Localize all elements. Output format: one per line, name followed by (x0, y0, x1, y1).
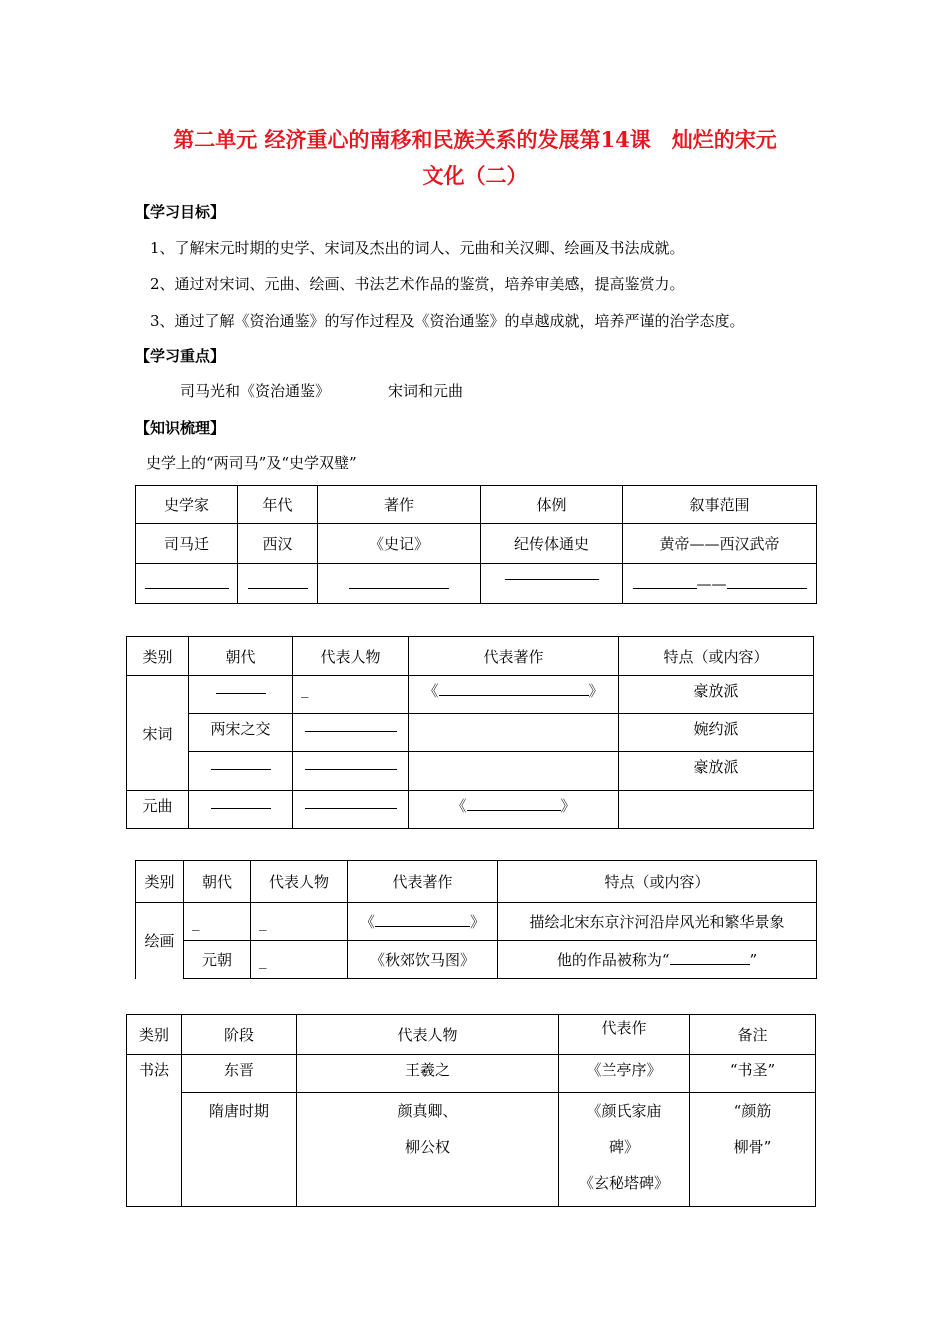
feature-1: 描绘北宋东京汴河沿岸风光和繁华景象 (498, 903, 817, 941)
underscore-mark: _ (301, 680, 309, 698)
page-title-line2: 文化（二） (422, 163, 528, 188)
blank-work-4[interactable] (409, 791, 619, 829)
dynasty-2: 两宋之交 (189, 714, 293, 752)
underscore-mark: _ (259, 912, 267, 931)
header-category: 类别 (136, 861, 184, 903)
painting-table (135, 860, 817, 979)
person-2 (297, 1093, 559, 1207)
header-person: 代表人物 (293, 637, 409, 676)
blank-dynasty-1[interactable] (189, 676, 293, 714)
blank-work-1[interactable] (409, 676, 619, 714)
work-2 (559, 1093, 690, 1207)
blank-scope[interactable] (623, 564, 817, 604)
cell-historian: 司马迁 (136, 524, 238, 564)
blank-work-2[interactable] (409, 714, 619, 752)
style-1: 豪放派 (619, 676, 814, 714)
header-feature: 特点（或内容） (498, 861, 817, 903)
header-works: 代表作 (559, 1015, 690, 1055)
work-2-line2: 碑》 (608, 1138, 639, 1156)
bracket-open: 《 (451, 797, 467, 815)
work-1: 《兰亭序》 (559, 1055, 690, 1093)
header-historian: 史学家 (136, 486, 238, 524)
category-yuanqu: 元曲 (127, 791, 189, 829)
blank-era[interactable] (238, 564, 318, 604)
objectives-heading: 【学习目标】 (135, 203, 226, 221)
dynasty-2: 元朝 (184, 941, 251, 979)
header-scope: 叙事范围 (623, 486, 817, 524)
note-2-line1: “颜筋 (733, 1102, 772, 1120)
objective-item-2: 2、通过对宋词、元曲、绘画、书法艺术作品的鉴赏，培养审美感，提高鉴赏力。 (150, 275, 685, 293)
underscore-mark: _ (192, 912, 200, 931)
work-2: 《秋郊饮马图》 (348, 941, 498, 979)
underscore-mark: _ (259, 950, 267, 969)
header-person: 代表人物 (297, 1015, 559, 1055)
category-painting: 绘画 (136, 903, 184, 979)
category-songci: 宋词 (127, 676, 189, 791)
person-1: 王羲之 (297, 1055, 559, 1093)
blank-work-3[interactable] (409, 752, 619, 791)
stage-2: 隋唐时期 (182, 1093, 297, 1207)
feature-2[interactable] (498, 941, 817, 979)
blank-person-2[interactable] (293, 714, 409, 752)
note-2 (690, 1093, 816, 1207)
header-era: 年代 (238, 486, 318, 524)
note-2-line2: 柳骨” (733, 1138, 772, 1156)
style-3: 豪放派 (619, 752, 814, 791)
blank-person[interactable] (251, 903, 348, 941)
bracket-close: 》 (560, 797, 576, 815)
cell-work: 《史记》 (318, 524, 481, 564)
person-2-line2: 柳公权 (404, 1138, 450, 1156)
header-dynasty: 朝代 (189, 637, 293, 676)
blank-person-1[interactable] (293, 676, 409, 714)
focus-item-2: 宋词和元曲 (388, 382, 464, 400)
bracket-close: 》 (588, 682, 604, 700)
cell-style: 纪传体通史 (481, 524, 623, 564)
blank-dynasty-3[interactable] (189, 752, 293, 791)
header-feature: 特点（或内容） (619, 637, 814, 676)
header-dynasty: 朝代 (184, 861, 251, 903)
header-works: 代表著作 (348, 861, 498, 903)
header-note: 备注 (690, 1015, 816, 1055)
blank-person-4[interactable] (293, 791, 409, 829)
style-2: 婉约派 (619, 714, 814, 752)
knowledge-heading: 【知识梳理】 (135, 419, 226, 437)
cell-era: 西汉 (238, 524, 318, 564)
header-work: 著作 (318, 486, 481, 524)
header-stage: 阶段 (182, 1015, 297, 1055)
header-style: 体例 (481, 486, 623, 524)
blank-person-2[interactable] (251, 941, 348, 979)
person-2-line1: 颜真卿、 (397, 1102, 458, 1120)
header-category: 类别 (127, 1015, 182, 1055)
focus-item-1: 司马光和《资治通鉴》 (180, 382, 331, 400)
work-2-line3: 《玄秘塔碑》 (578, 1174, 669, 1192)
stage-1: 东晋 (182, 1055, 297, 1093)
blank-dynasty-4[interactable] (189, 791, 293, 829)
feature-2-text: 他的作品被称为“ (556, 951, 670, 969)
objective-item-3: 3、通过了解《资治通鉴》的写作过程及《资治通鉴》的卓越成就，培养严谨的治学态度。 (150, 312, 745, 330)
blank-historian[interactable] (136, 564, 238, 604)
knowledge-intro: 史学上的“两司马”及“史学双璧” (146, 454, 357, 472)
header-works: 代表著作 (409, 637, 619, 676)
bracket-open: 《 (423, 682, 439, 700)
objective-item-1: 1、了解宋元时期的史学、宋词及杰出的词人、元曲和关汉卿、绘画及书法成就。 (150, 239, 685, 257)
feature-4[interactable] (619, 791, 814, 829)
page-title-line1: 第二单元 经济重心的南移和民族关系的发展第14课 灿烂的宋元 (173, 127, 777, 152)
category-calligraphy: 书法 (127, 1055, 182, 1207)
ci-qu-table (126, 636, 814, 829)
feature-2-close-quote: ” (749, 951, 758, 969)
cell-scope: 黄帝——西汉武帝 (623, 524, 817, 564)
historians-table (135, 485, 817, 604)
calligraphy-table (126, 1014, 816, 1207)
scope-dash: —— (696, 574, 727, 593)
bracket-open: 《 (359, 913, 375, 931)
work-2-line1: 《颜氏家庙 (586, 1102, 662, 1120)
blank-style[interactable] (481, 564, 623, 604)
blank-work[interactable] (318, 564, 481, 604)
note-1: “书圣” (690, 1055, 816, 1093)
blank-person-3[interactable] (293, 752, 409, 791)
blank-dynasty[interactable] (184, 903, 251, 941)
blank-work[interactable] (348, 903, 498, 941)
header-category: 类别 (127, 637, 189, 676)
bracket-close: 》 (470, 913, 486, 931)
header-person: 代表人物 (251, 861, 348, 903)
focus-heading: 【学习重点】 (135, 347, 226, 365)
